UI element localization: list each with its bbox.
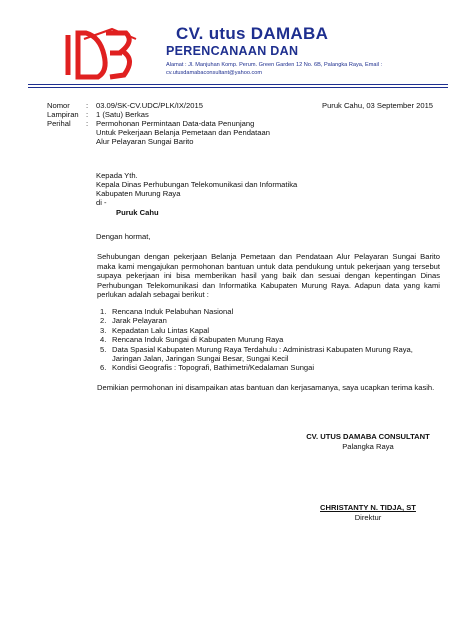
list-item-number: 1. <box>100 307 107 316</box>
perihal-line-3: Alur Pelayaran Sungai Barito <box>96 137 194 146</box>
perihal-colon: : <box>86 119 89 128</box>
list-item-number: 5. <box>100 344 107 354</box>
address-line-1: Alamat : Jl. Manjuhan Komp. Perum. Green Garden 12 No. 6B, Palangka Raya, Email : <box>166 62 383 68</box>
lampiran-label: Lampiran <box>47 110 79 119</box>
list-item-text: Jaringan Jalan, Jaringan Sungai Besar, Sungai Kecil <box>112 354 289 363</box>
signature-name: CHRISTANTY N. TIDJA, ST <box>320 503 416 512</box>
recipient-line-1: Kepada Yth. <box>96 171 138 180</box>
lampiran-colon: : <box>86 110 89 119</box>
address-email: cv.utusdamabaconsultant@yahoo.com <box>166 70 263 76</box>
company-address <box>166 61 446 77</box>
company-logo <box>64 25 138 83</box>
list-item-number: 4. <box>100 335 107 345</box>
list-item-text: Data Spasial Kabupaten Murung Raya Terdahulu : Administrasi Kabupaten Murung Raya, <box>112 344 413 354</box>
letter-date: Puruk Cahu, 03 September 2015 <box>322 101 434 110</box>
closing-paragraph: Demikian permohonan ini disampaikan atas bantuan dan kerjasamanya, saya ucapkan terima kasih. <box>97 383 435 392</box>
list-item-text: Kepadatan Lalu Lintas Kapal <box>112 325 210 335</box>
recipient-line-3: Kabupaten Murung Raya <box>96 189 181 198</box>
recipient-line-4: di - <box>96 198 107 207</box>
signature-title: Direktur <box>354 513 382 522</box>
perihal-label: Perihal <box>47 119 71 128</box>
perihal-line-2: Untuk Pekerjaan Belanja Pemetaan dan Pendataan <box>96 128 270 137</box>
main-paragraph: Sehubungan dengan pekerjaan Belanja Pemetaan dan Pendataan Alur Pelayaran Sungai Barito maka kami mengajukan permohonan bantuan untuk data pendukung untuk pekerjaan yang tersebut supaya pekerjaan ini bisa memberikan hasil yang baik dan sesuai dengan kepentingan Dinas Perhubungan Telekomunikasi dan Informatika Kabupaten Murung Raya. Adapun data yang kami perlukan adalah sebagai berikut : <box>97 252 440 300</box>
nomor-value: 03.09/SK-CV.UDC/PLK/IX/2015 <box>96 101 203 110</box>
list-item-text: Jarak Pelayaran <box>112 316 167 326</box>
nomor-label: Nomor <box>47 101 70 110</box>
letterhead-rule <box>28 84 448 85</box>
signature-company: CV. UTUS DAMABA CONSULTANT <box>306 432 430 441</box>
lampiran-value: 1 (Satu) Berkas <box>96 110 149 119</box>
nomor-colon: : <box>86 101 89 110</box>
greeting: Dengan hormat, <box>96 232 151 241</box>
list-item-number: 3. <box>100 325 107 335</box>
list-item-text: Rencana Induk Sungai di Kabupaten Murung Raya <box>112 335 284 345</box>
letterhead-rule-thin <box>28 87 448 88</box>
recipient-line-2: Kepala Dinas Perhubungan Telekomunikasi dan Informatika <box>96 180 298 189</box>
list-item-number: 6. <box>100 363 107 373</box>
signature-city: Palangka Raya <box>342 442 394 451</box>
recipient-city: Puruk Cahu <box>116 208 159 217</box>
list-item-number: 2. <box>100 316 107 326</box>
list-item-text: Rencana Induk Pelabuhan Nasional <box>112 307 234 316</box>
list-item-text: Kondisi Geografis : Topografi, Bathimetri/Kedalaman Sungai <box>112 363 315 373</box>
perihal-line-1: Permohonan Permintaan Data-data Penunjang <box>96 119 255 128</box>
company-name: CV. utus DAMABA <box>176 24 329 43</box>
company-subtitle: PERENCANAAN DAN <box>166 44 299 58</box>
